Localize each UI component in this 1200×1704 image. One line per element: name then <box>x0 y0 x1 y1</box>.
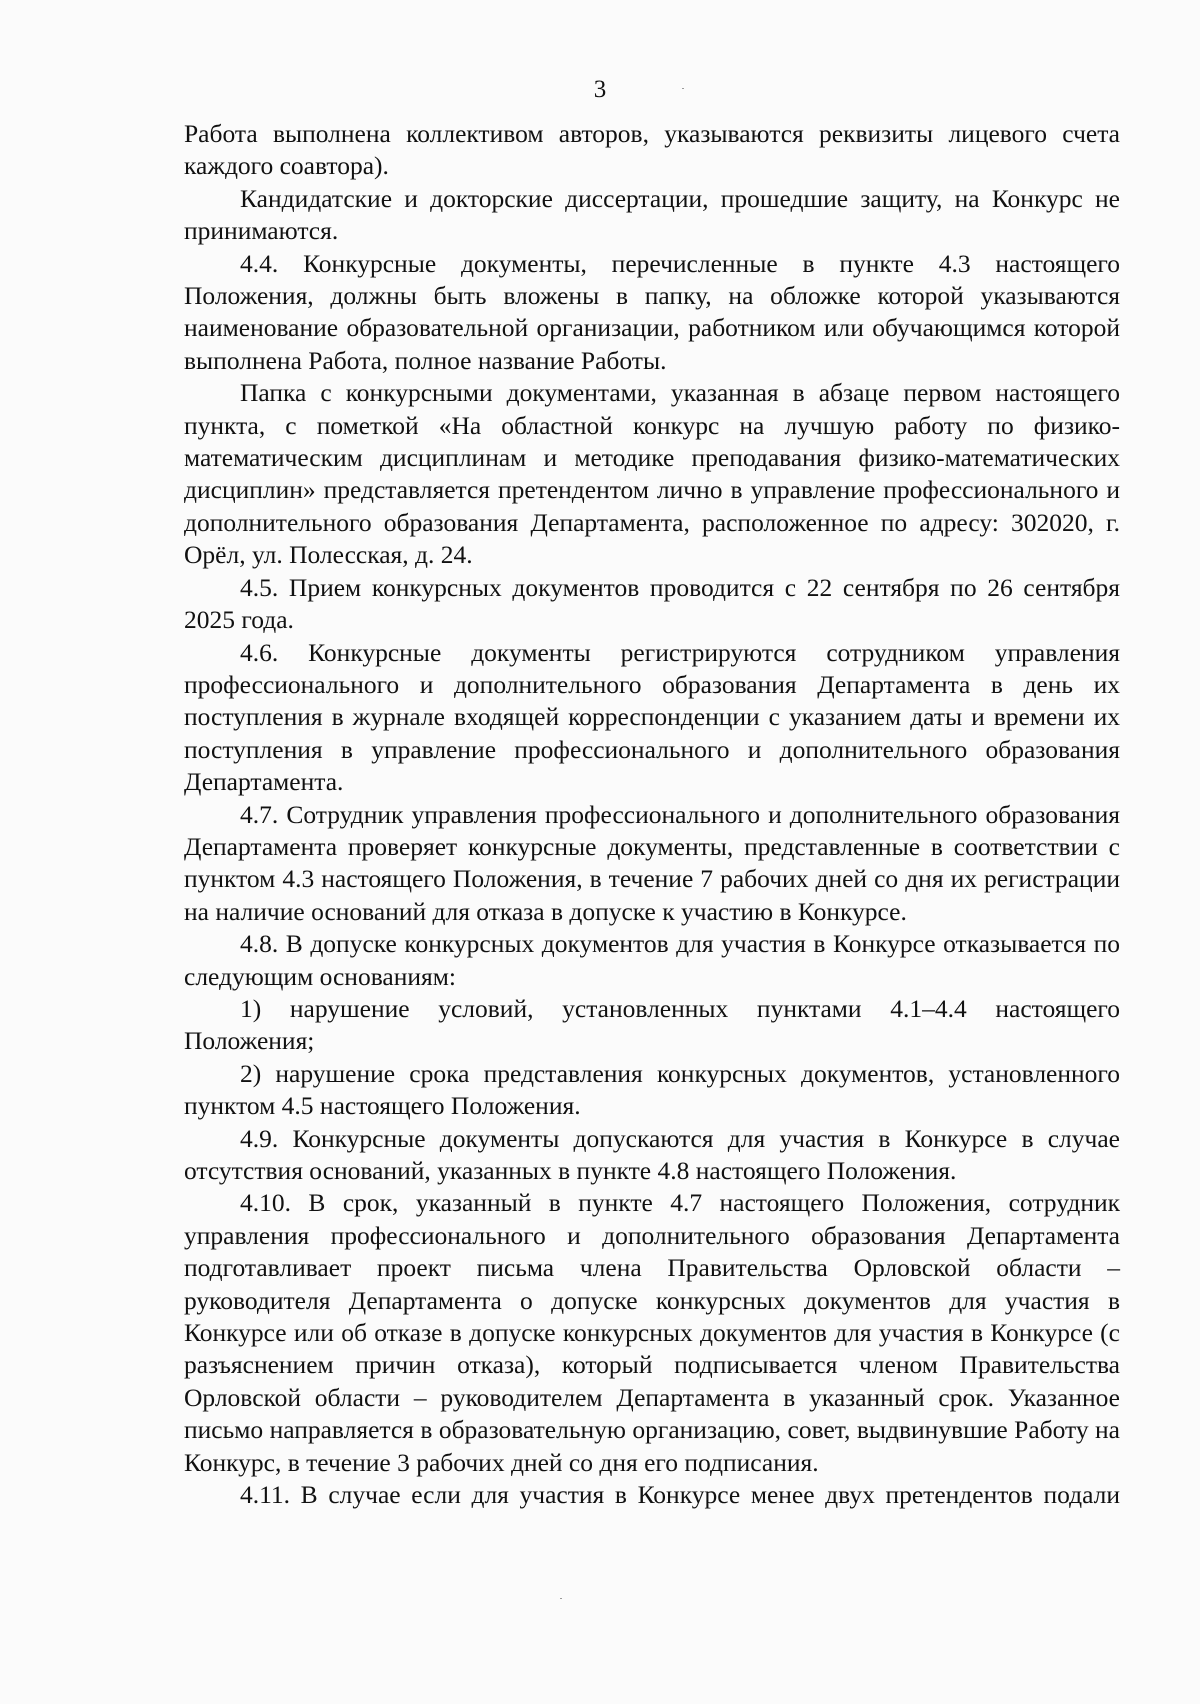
paragraph-4-7: 4.7. Сотрудник управления профессионального и дополнительного образования Департамента проверяет конкурсные документы, представленные в соответствии с пунктом 4.3 настоящего Положения, в течение 7 рабочих дней со дня их регистрации на наличие оснований для отказа в допуске к участию в Конкурсе. <box>184 799 1120 926</box>
page-number: 3 <box>593 76 607 103</box>
scan-speck <box>682 88 684 89</box>
paragraph-4-6: 4.6. Конкурсные документы регистрируются сотрудником управления профессионального и дополнительного образования Департамента в день их поступления в журнале входящей корреспонденции с указанием даты и времени их поступления в управление профессионального и дополнительного образования Департамента. <box>184 637 1120 797</box>
paragraph-4-4: 4.4. Конкурсные документы, перечисленные в пункте 4.3 настоящего Положения, должны быть вложены в папку, на обложке которой указываются наименование образовательной организации, работником или обучающимся которой выполнена Работа, полное название Работы. <box>184 248 1120 375</box>
paragraph-4-10: 4.10. В срок, указанный в пункте 4.7 настоящего Положения, сотрудник управления профессионального и дополнительного образования Департамента подготавливает проект письма члена Правительства Орловской области – руководителя Департамента о допуске конкурсных документов для участия в Конкурсе или об отказе в допуске конкурсных документов для участия в Конкурсе (с разъяснением причин отказа), который подписывается членом Правительства Орловской области – руководителем Департамента в указанный срок. Указанное письмо направляется в образовательную организацию, совет, выдвинувшие Работу на Конкурс, в течение 3 рабочих дней со дня его подписания. <box>184 1188 1120 1477</box>
paragraph-4-9: 4.9. Конкурсные документы допускаются для участия в Конкурсе в случае отсутствия оснований, указанных в пункте 4.8 настоящего Положения. <box>184 1123 1120 1185</box>
paragraph-4-11: 4.11. В случае если для участия в Конкурсе менее двух претендентов подали <box>240 1480 1120 1510</box>
list-item-reason-1: 1) нарушение условий, установленных пунктами 4.1–4.4 настоящего Положения; <box>184 993 1120 1056</box>
document-body <box>184 118 1120 1511</box>
paragraph-dissertations: Кандидатские и докторские диссертации, прошедшие защиту, на Конкурс не принимаются. <box>184 183 1120 246</box>
scan-speck <box>560 1598 562 1599</box>
list-item-reason-2: 2) нарушение срока представления конкурсных документов, установленного пунктом 4.5 настоящего Положения. <box>184 1058 1120 1121</box>
paragraph-4-8: 4.8. В допуске конкурсных документов для участия в Конкурсе отказывается по следующим основаниям: <box>184 929 1120 991</box>
paragraph-coauthors: Работа выполнена коллективом авторов, указываются реквизиты лицевого счета каждого соавтора). <box>184 119 1120 181</box>
paragraph-folder: Папка с конкурсными документами, указанная в абзаце первом настоящего пункта, с пометкой «На областной конкурс на лучшую работу по физико-математическим дисциплинам и методике преподавания физико-математических дисциплин» представляется претендентом лично в управление профессионального и дополнительного образования Департамента, расположенное по адресу: 302020, г. Орёл, ул. Полесская, д. 24. <box>184 378 1120 570</box>
paragraph-4-5: 4.5. Прием конкурсных документов проводится с 22 сентября по 26 сентября 2025 года. <box>184 572 1120 635</box>
